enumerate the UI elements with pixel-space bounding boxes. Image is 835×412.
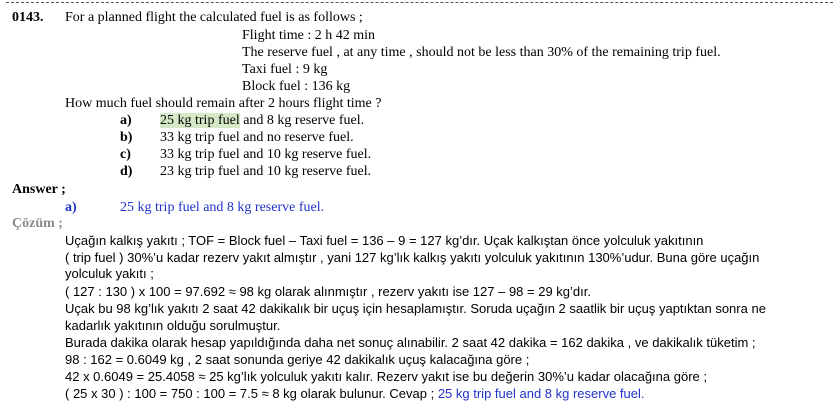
detail-reserve-fuel: The reserve fuel , at any time , should not be less than 30% of the remaining trip fuel. [242, 45, 721, 60]
option-d-text: 23 kg trip fuel and 10 kg reserve fuel. [160, 164, 372, 179]
option-c-text: 33 kg trip fuel and 10 kg reserve fuel. [160, 147, 372, 162]
solution-line: ( trip fuel ) 30%’u kadar rezerv yakıt almıştır , yani 127 kg’lık kalkış yakıtı yolculuk yakıtının 130%’udur. Buna göre uçağın [65, 250, 760, 265]
detail-taxi-fuel: Taxi fuel : 9 kg [242, 62, 328, 77]
solution-last-line [65, 386, 645, 402]
answer-letter: a) [65, 200, 77, 215]
solution-line: Uçak bu 98 kg’lık yakıtı 2 saat 42 dakikalık bir uçuş için hesaplamıştır. Soruda uçağın 2 saatlik bir uçuş yaptıktan sonra ne [65, 301, 766, 316]
option-b-letter: b) [120, 130, 133, 145]
question-text: For a planned flight the calculated fuel is as follows ; [65, 10, 363, 25]
option-a-rest: and 8 kg reserve fuel. [239, 113, 365, 128]
top-dashed-divider [6, 2, 833, 3]
option-d-letter: d) [120, 164, 133, 179]
solution-line: Uçağın kalkış yakıtı ; TOF = Block fuel – Taxi fuel = 136 – 9 = 127 kg’dır. Uçak kalkıştan önce yolculuk yakıtının [65, 233, 704, 248]
solution-line: kadarlık yakıtının olduğu sorulmuştur. [65, 318, 281, 333]
detail-block-fuel: Block fuel : 136 kg [242, 79, 351, 94]
option-a-highlight: 25 kg trip fuel [160, 113, 240, 128]
option-a-text [160, 112, 364, 129]
answer-text: 25 kg trip fuel and 8 kg reserve fuel. [120, 200, 325, 215]
solution-line: yolculuk yakıtı ; [65, 266, 154, 281]
solution-line: 42 x 0.6049 = 25.4058 ≈ 25 kg’lık yolculuk yakıtı kalır. Rezerv yakıt ise bu değerin 30%’u kadar olacağına göre ; [65, 369, 707, 384]
option-b-text: 33 kg trip fuel and no reserve fuel. [160, 130, 354, 145]
solution-label: Çözüm ; [12, 216, 63, 231]
solution-line: 98 : 162 = 0.6049 kg , 2 saat sonunda geriye 42 dakikalık uçuş kalacağına göre ; [65, 352, 530, 367]
solution-line: ( 127 : 130 ) x 100 = 97.692 ≈ 98 kg olarak alınmıştır , rezerv yakıtı ise 127 – 98 = 29 kg’dır. [65, 284, 591, 299]
detail-flight-time: Flight time : 2 h 42 min [242, 28, 376, 43]
solution-line: Burada dakika olarak hesap yapıldığında daha net sonuç alınabilir. 2 saat 42 dakika = 162 dakika , ve dakikalık tüketim ; [65, 335, 756, 350]
option-a-letter: a) [120, 113, 132, 128]
solution-final-answer: 25 kg trip fuel and 8 kg reserve fuel. [437, 386, 645, 401]
question-prompt: How much fuel should remain after 2 hours flight time ? [65, 96, 382, 111]
answer-label: Answer ; [12, 182, 66, 197]
option-c-letter: c) [120, 147, 131, 162]
solution-last-line-prefix: ( 25 x 30 ) : 100 = 750 : 100 = 7.5 ≈ 8 kg olarak bulunur. Cevap ; [65, 386, 438, 401]
question-number: 0143. [12, 10, 44, 25]
